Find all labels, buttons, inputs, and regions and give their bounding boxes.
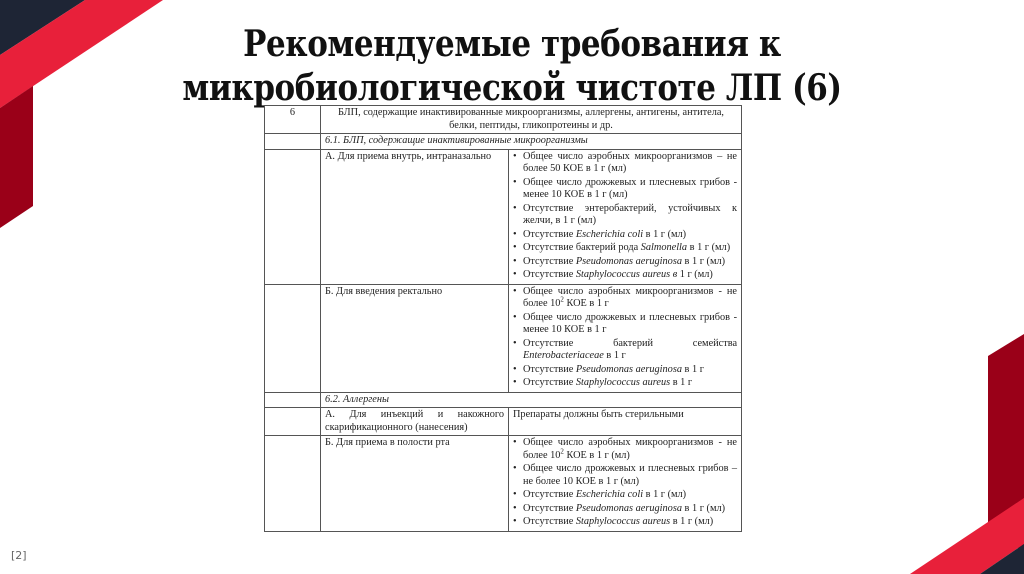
subsection-title: 6.1. БЛП, содержащие инактивированные микроорганизмы	[321, 134, 742, 150]
table-row	[265, 149, 742, 284]
table-row-sub2-title	[265, 392, 742, 408]
empty-cell	[265, 436, 321, 532]
empty-cell	[265, 284, 321, 392]
requirement-item: • Отсутствие Staphylococcus aureus в 1 г	[513, 377, 737, 390]
empty-cell	[265, 408, 321, 436]
requirement-item: • Отсутствие бактерий семейства Enterobacteriaceae в 1 г	[513, 338, 737, 363]
requirement-item: • Отсутствие Escherichia coli в 1 г (мл)	[513, 489, 737, 502]
section-header: БЛП, содержащие инактивированные микроорганизмы, аллергены, антигены, антитела, белки, пептиды, гликопротеины и др.	[321, 106, 742, 134]
section-number: 6	[265, 106, 321, 134]
requirements-cell	[509, 436, 742, 532]
title-line-2: микробиологической чистоте ЛП (6)	[182, 67, 842, 109]
empty-cell	[265, 134, 321, 150]
requirement-item: • Отсутствие Pseudomonas aeruginosa в 1 г (мл)	[513, 503, 737, 516]
requirement-item: • Отсутствие Staphylococcus aureus в 1 г (мл)	[513, 516, 737, 529]
requirement-item: • Отсутствие энтеробактерий, устойчивых к желчи, в 1 г (мл)	[513, 203, 737, 228]
route-label: А. Для инъекций и накожного скарификационного (нанесения)	[321, 408, 509, 436]
requirement-item: • Отсутствие Escherichia coli в 1 г (мл)	[513, 229, 737, 242]
requirement-item: • Общее число аэробных микроорганизмов - не более $10^2$ КОЕ в 1 г	[513, 286, 737, 311]
empty-cell	[265, 392, 321, 408]
requirement-item: • Отсутствие Pseudomonas aeruginosa в 1 г (мл)	[513, 256, 737, 269]
route-label: Б. Для введения ректально	[321, 284, 509, 392]
requirement-item: • Отсутствие Staphylococcus aureus в 1 г (мл)	[513, 269, 737, 282]
requirement-item: • Общее число аэробных микроорганизмов – не более 50 КОЕ в 1 г (мл)	[513, 151, 737, 176]
requirements-cell	[509, 149, 742, 284]
requirements-table-image	[264, 105, 741, 532]
requirement-item: • Общее число дрожжевых и плесневых грибов - менее 10 КОЕ в 1 г	[513, 312, 737, 337]
requirements-list	[513, 286, 737, 390]
requirement-item: • Общее число дрожжевых и плесневых грибов – не более 10 КОЕ в 1 г (мл)	[513, 463, 737, 488]
table-row	[265, 408, 742, 436]
requirement-item: • Общее число аэробных микроорганизмов - не более $10^2$ КОЕ в 1 г (мл)	[513, 437, 737, 462]
requirement-item: • Отсутствие Pseudomonas aeruginosa в 1 г	[513, 364, 737, 377]
requirements-value: Препараты должны быть стерильными	[509, 408, 742, 436]
requirement-item: • Общее число дрожжевых и плесневых грибов - менее 10 КОЕ в 1 г (мл)	[513, 177, 737, 202]
reference-number: [2]	[11, 549, 27, 562]
route-label: Б. Для приема в полости рта	[321, 436, 509, 532]
table-row	[265, 436, 742, 532]
requirement-item: • Отсутствие бактерий рода Salmonella в 1 г (мл)	[513, 242, 737, 255]
route-label: А. Для приема внутрь, интраназально	[321, 149, 509, 284]
table-row-section-header	[265, 106, 742, 134]
requirements-list	[513, 437, 737, 529]
requirements-list	[513, 151, 737, 282]
title-line-1: Рекомендуемые требования к	[243, 23, 781, 65]
table-row-sub1-title	[265, 134, 742, 150]
requirements-cell	[509, 284, 742, 392]
empty-cell	[265, 149, 321, 284]
bottom-right-decoration	[880, 330, 1024, 574]
slide-title	[72, 22, 953, 110]
table-row	[265, 284, 742, 392]
subsection-title: 6.2. Аллергены	[321, 392, 742, 408]
